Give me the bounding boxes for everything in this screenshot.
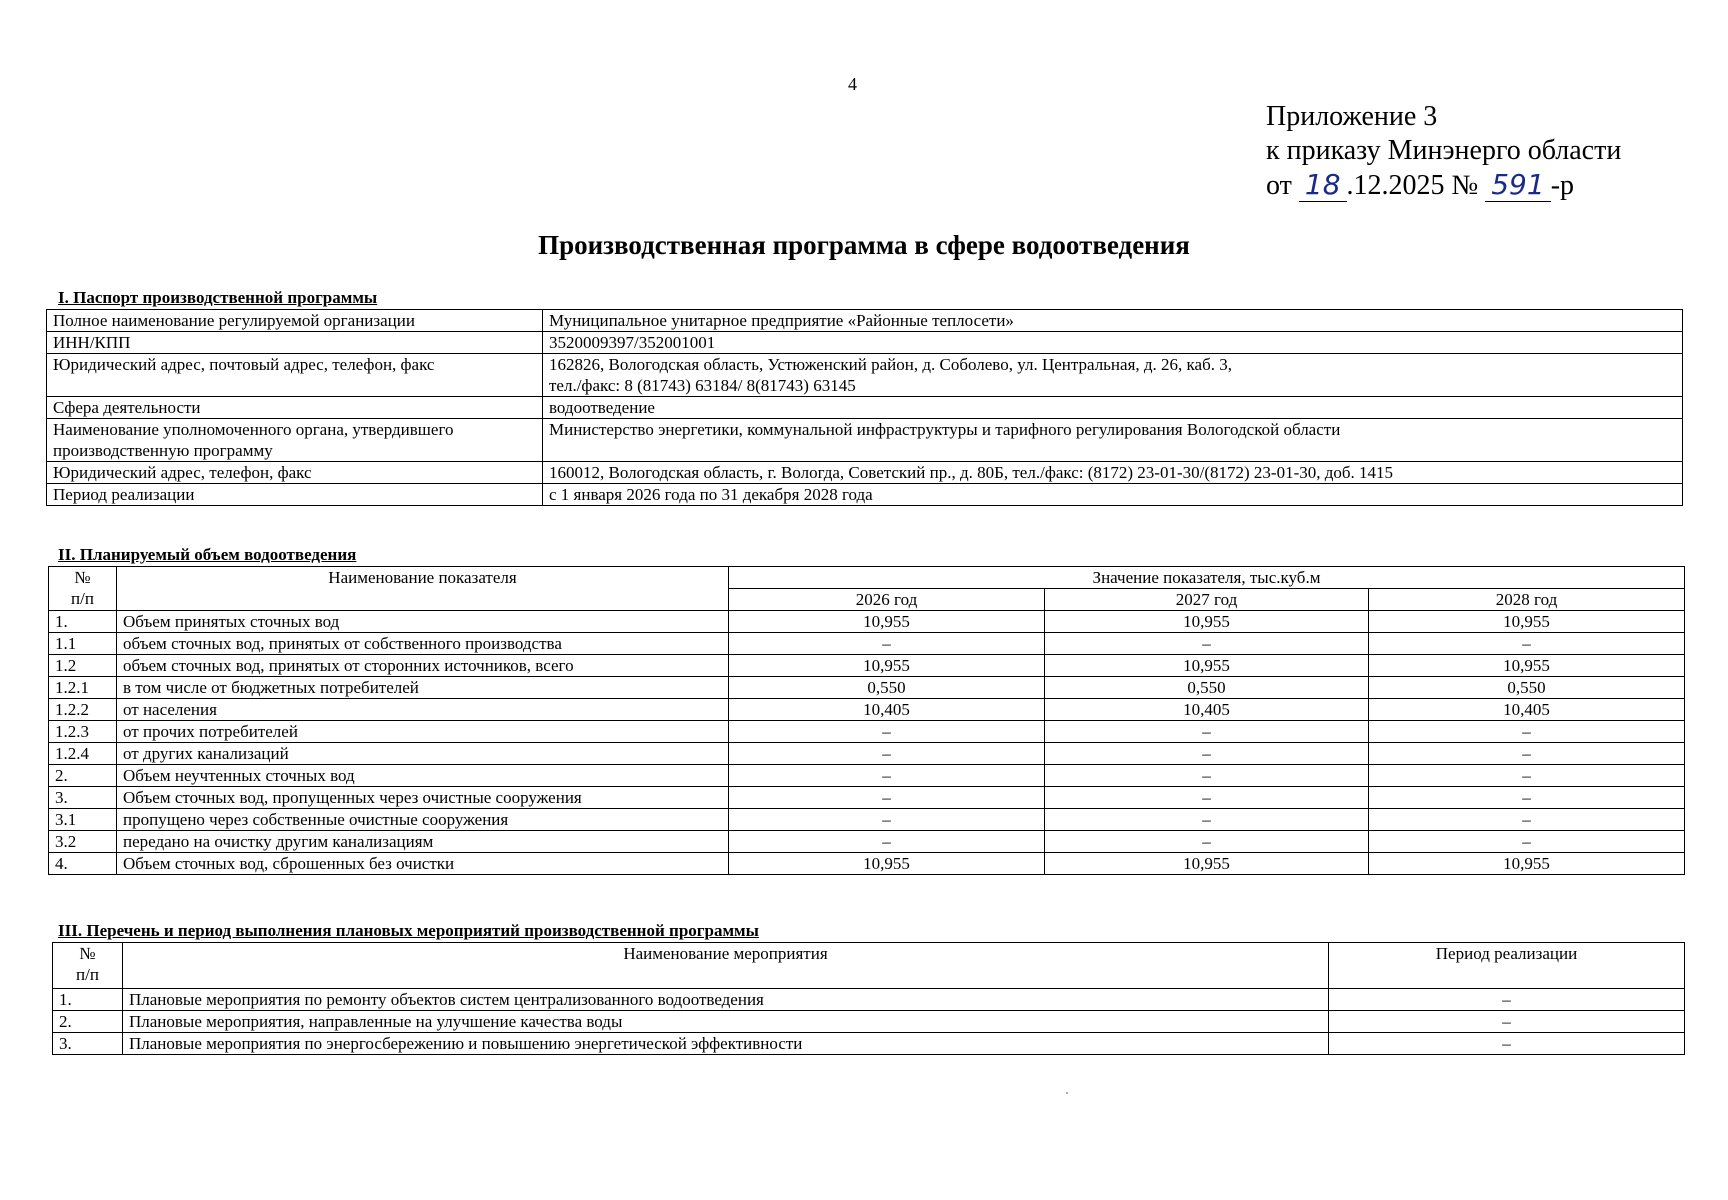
table-row [53, 1011, 1685, 1033]
passport-value: водоотведение [543, 397, 1683, 419]
appendix-line-2: к приказу Минэнерго области [1266, 135, 1622, 166]
measure-period: – [1329, 1011, 1685, 1033]
passport-value: Муниципальное унитарное предприятие «Районные теплосети» [543, 310, 1683, 332]
value-group-header: Значение показателя, тыс.куб.м [729, 567, 1685, 589]
passport-label: Юридический адрес, почтовый адрес, телефон, факс [47, 354, 543, 397]
table-row [49, 633, 1685, 655]
value-2026: 10,955 [729, 655, 1045, 677]
appendix-block [1266, 100, 1621, 203]
passport-value: с 1 января 2026 года по 31 декабря 2028 года [543, 484, 1683, 506]
value-2027: – [1045, 787, 1369, 809]
period-header: Период реализации [1329, 943, 1685, 989]
table-row [49, 655, 1685, 677]
section-3-title: III. Перечень и период выполнения плановых мероприятий производственной программы [58, 921, 759, 940]
measure-period: – [1329, 989, 1685, 1011]
indicator-name: Объем неучтенных сточных вод [117, 765, 729, 787]
value-2027: 10,955 [1045, 853, 1369, 875]
table-row [53, 1033, 1685, 1055]
value-2026: 0,550 [729, 677, 1045, 699]
appendix-date: .12.2025 № [1346, 170, 1479, 201]
passport-table [46, 309, 1683, 506]
value-2028: 0,550 [1369, 677, 1685, 699]
value-2027: – [1045, 743, 1369, 765]
row-number: 1.2.1 [49, 677, 117, 699]
table-row [47, 332, 1683, 354]
row-number: 2. [49, 765, 117, 787]
num-header-line-1: № [79, 944, 96, 963]
row-number: 3.1 [49, 809, 117, 831]
num-header [53, 943, 123, 989]
appendix-from: от [1266, 170, 1292, 201]
value-2026: 10,955 [729, 853, 1045, 875]
value-2028: – [1369, 743, 1685, 765]
row-number: 1. [53, 989, 123, 1011]
value-2026: – [729, 765, 1045, 787]
scan-speck [1066, 1092, 1068, 1094]
value-2027: – [1045, 831, 1369, 853]
value-2027: – [1045, 721, 1369, 743]
appendix-suffix: -р [1550, 170, 1575, 201]
indicator-name: объем сточных вод, принятых от собственного производства [117, 633, 729, 655]
passport-label: ИНН/КПП [47, 332, 543, 354]
num-header-line-2: п/п [76, 965, 99, 984]
row-number: 1.2.4 [49, 743, 117, 765]
indicator-name: от прочих потребителей [117, 721, 729, 743]
row-number: 1.2.3 [49, 721, 117, 743]
page-number: 4 [848, 74, 857, 94]
indicator-name: в том числе от бюджетных потребителей [117, 677, 729, 699]
value-2028: – [1369, 765, 1685, 787]
indicator-name: от населения [117, 699, 729, 721]
value-2027: – [1045, 765, 1369, 787]
table-row [47, 310, 1683, 332]
table-row [49, 809, 1685, 831]
order-number: 591 [1485, 168, 1550, 202]
row-number: 1.2.2 [49, 699, 117, 721]
row-number: 1. [49, 611, 117, 633]
volume-table [48, 566, 1685, 875]
row-number: 4. [49, 853, 117, 875]
measure-name: Плановые мероприятия по ремонту объектов систем централизованного водоотведения [123, 989, 1329, 1011]
value-2028: – [1369, 633, 1685, 655]
row-number: 3.2 [49, 831, 117, 853]
value-2027: 10,955 [1045, 611, 1369, 633]
table-row [49, 765, 1685, 787]
value-2026: – [729, 809, 1045, 831]
value-2028: – [1369, 831, 1685, 853]
value-2026: – [729, 743, 1045, 765]
table-header-row [49, 567, 1685, 589]
measure-name: Плановые мероприятия, направленные на улучшение качества воды [123, 1011, 1329, 1033]
value-2028: – [1369, 721, 1685, 743]
value-2026: – [729, 633, 1045, 655]
num-header-line-2: п/п [71, 589, 94, 608]
table-row [47, 354, 1683, 397]
row-number: 1.1 [49, 633, 117, 655]
indicator-name: пропущено через собственные очистные сооружения [117, 809, 729, 831]
indicator-name: объем сточных вод, принятых от сторонних источников, всего [117, 655, 729, 677]
value-2028: 10,955 [1369, 853, 1685, 875]
table-row [49, 699, 1685, 721]
passport-value: 3520009397/352001001 [543, 332, 1683, 354]
order-day: 18 [1299, 168, 1347, 202]
indicator-name: передано на очистку другим канализациям [117, 831, 729, 853]
value-2026: 10,405 [729, 699, 1045, 721]
value-2027: 10,955 [1045, 655, 1369, 677]
section-1-title: I. Паспорт производственной программы [58, 288, 378, 307]
table-row [49, 721, 1685, 743]
indicator-name-header: Наименование показателя [117, 567, 729, 611]
indicator-name: Объем принятых сточных вод [117, 611, 729, 633]
value-2028: – [1369, 787, 1685, 809]
authority-label-line-2: производственную программу [53, 441, 273, 460]
value-2027: – [1045, 809, 1369, 831]
passport-value: Министерство энергетики, коммунальной инфраструктуры и тарифного регулирования Вологодской области [543, 419, 1683, 462]
value-2027: 10,405 [1045, 699, 1369, 721]
year-header: 2027 год [1045, 589, 1369, 611]
appendix-line-1: Приложение 3 [1266, 101, 1438, 132]
passport-value: 160012, Вологодская область, г. Вологда, Советский пр., д. 80Б, тел./факс: (8172) 23-01-30/(8172) 23-01-30, доб. 1415 [543, 462, 1683, 484]
table-row [49, 831, 1685, 853]
value-2028: 10,405 [1369, 699, 1685, 721]
passport-label [47, 419, 543, 462]
value-2028: 10,955 [1369, 655, 1685, 677]
row-number: 3. [49, 787, 117, 809]
indicator-name: Объем сточных вод, сброшенных без очистки [117, 853, 729, 875]
address-line-1: 162826, Вологодская область, Устюженский район, д. Соболево, ул. Центральная, д. 26, каб. 3, [549, 355, 1232, 374]
measure-name-header: Наименование мероприятия [123, 943, 1329, 989]
table-row [49, 787, 1685, 809]
passport-label: Юридический адрес, телефон, факс [47, 462, 543, 484]
appendix-line-3 [1266, 168, 1621, 203]
value-2026: – [729, 721, 1045, 743]
measure-rows [53, 989, 1685, 1055]
row-number: 3. [53, 1033, 123, 1055]
value-2026: – [729, 787, 1045, 809]
value-2026: 10,955 [729, 611, 1045, 633]
value-2027: – [1045, 633, 1369, 655]
address-line-2: тел./факс: 8 (81743) 63184/ 8(81743) 63145 [549, 376, 856, 395]
table-row [47, 484, 1683, 506]
num-header-line-1: № [74, 568, 91, 587]
passport-label: Период реализации [47, 484, 543, 506]
passport-value [543, 354, 1683, 397]
measure-period: – [1329, 1033, 1685, 1055]
section-2-title: II. Планируемый объем водоотведения [58, 545, 357, 564]
year-header: 2026 год [729, 589, 1045, 611]
value-2028: – [1369, 809, 1685, 831]
table-row [53, 989, 1685, 1011]
num-header [49, 567, 117, 611]
passport-label: Полное наименование регулируемой организации [47, 310, 543, 332]
passport-label: Сфера деятельности [47, 397, 543, 419]
table-row [49, 611, 1685, 633]
row-number: 1.2 [49, 655, 117, 677]
table-row [47, 462, 1683, 484]
table-row [49, 677, 1685, 699]
value-2026: – [729, 831, 1045, 853]
table-row [47, 419, 1683, 462]
value-2028: 10,955 [1369, 611, 1685, 633]
table-row [49, 743, 1685, 765]
year-header: 2028 год [1369, 589, 1685, 611]
indicator-name: от других канализаций [117, 743, 729, 765]
measure-name: Плановые мероприятия по энергосбережению и повышению энергетической эффективности [123, 1033, 1329, 1055]
table-row [47, 397, 1683, 419]
authority-label-line-1: Наименование уполномоченного органа, утвердившего [53, 420, 454, 439]
row-number: 2. [53, 1011, 123, 1033]
measures-table [52, 942, 1685, 1055]
indicator-name: Объем сточных вод, пропущенных через очистные сооружения [117, 787, 729, 809]
document-title: Производственная программа в сфере водоотведения [538, 230, 1190, 260]
value-2027: 0,550 [1045, 677, 1369, 699]
volume-rows [49, 611, 1685, 875]
table-row [49, 853, 1685, 875]
table-header-row [53, 943, 1685, 989]
